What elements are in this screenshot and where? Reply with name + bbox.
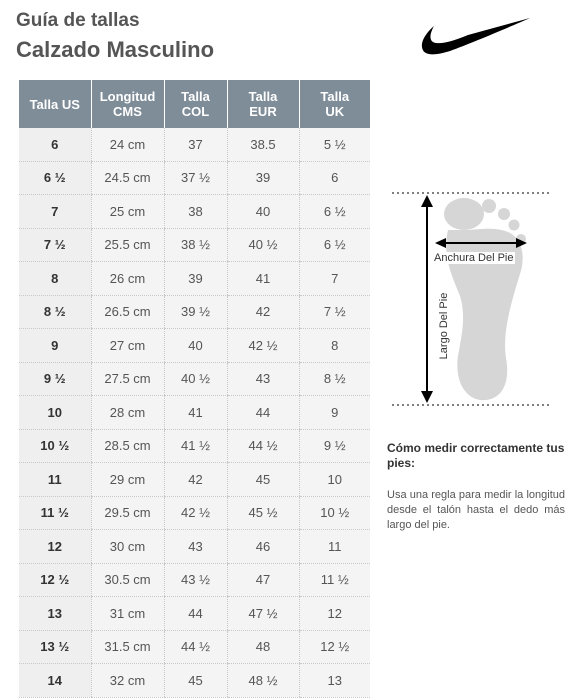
table-row [19, 295, 370, 329]
table-cell: 12 [19, 530, 91, 564]
table-row [19, 496, 370, 530]
column-header-label: Talla US [29, 96, 80, 112]
table-row [19, 530, 370, 564]
column-header-label: Talla [181, 89, 210, 104]
table-cell: 41 [164, 396, 227, 430]
table-cell: 31 cm [91, 597, 164, 631]
table-cell: 40 ½ [227, 228, 299, 262]
table-row [19, 396, 370, 430]
table-cell: 13 [299, 664, 370, 698]
table-cell: 42 ½ [164, 496, 227, 530]
table-cell: 12 ½ [299, 630, 370, 664]
table-cell: 27.5 cm [91, 362, 164, 396]
table-cell: 39 ½ [164, 295, 227, 329]
table-cell: 48 [227, 630, 299, 664]
table-cell: 12 [299, 597, 370, 631]
table-cell: 8 [19, 262, 91, 296]
table-cell: 39 [227, 161, 299, 195]
table-cell: 10 [19, 396, 91, 430]
table-cell: 32 cm [91, 664, 164, 698]
table-cell: 29.5 cm [91, 496, 164, 530]
column-header [164, 80, 227, 128]
table-cell: 7 ½ [19, 228, 91, 262]
table-row [19, 630, 370, 664]
column-header-label: UK [325, 104, 345, 119]
table-cell: 7 ½ [299, 295, 370, 329]
table-cell: 45 ½ [227, 496, 299, 530]
foot-length-label: Largo Del Pie [438, 292, 450, 360]
table-cell: 7 [19, 195, 91, 229]
table-cell: 10 [299, 463, 370, 497]
table-cell: 11 [19, 463, 91, 497]
table-cell: 41 [227, 262, 299, 296]
table-cell: 13 [19, 597, 91, 631]
table-cell: 11 ½ [299, 563, 370, 597]
table-cell: 26 cm [91, 262, 164, 296]
table-cell: 44 ½ [164, 630, 227, 664]
table-cell: 24 cm [91, 128, 164, 161]
table-cell: 10 ½ [19, 429, 91, 463]
table-cell: 29 cm [91, 463, 164, 497]
foot-diagram [390, 188, 552, 414]
table-cell: 6 ½ [299, 195, 370, 229]
table-cell: 46 [227, 530, 299, 564]
table-cell: 44 ½ [227, 429, 299, 463]
table-cell: 42 ½ [227, 329, 299, 363]
table-cell: 7 [299, 262, 370, 296]
table-cell: 37 [164, 128, 227, 161]
column-header-label: Talla [248, 89, 278, 104]
table-row [19, 195, 370, 229]
column-header-label: CMS [113, 104, 142, 119]
table-cell: 39 [164, 262, 227, 296]
size-table [19, 80, 370, 698]
table-row [19, 597, 370, 631]
table-row [19, 362, 370, 396]
table-cell: 43 ½ [164, 563, 227, 597]
table-row [19, 228, 370, 262]
column-header-label: Talla [320, 89, 350, 104]
table-row [19, 664, 370, 698]
table-cell: 30 cm [91, 530, 164, 564]
table-cell: 13 ½ [19, 630, 91, 664]
table-cell: 6 [299, 161, 370, 195]
table-cell: 8 ½ [19, 295, 91, 329]
foot-width-label: Anchura Del Pie [434, 252, 514, 264]
table-cell: 5 ½ [299, 128, 370, 161]
table-cell: 31.5 cm [91, 630, 164, 664]
column-header [91, 80, 164, 128]
foot-icon [444, 198, 526, 400]
table-cell: 26.5 cm [91, 295, 164, 329]
table-cell: 38.5 [227, 128, 299, 161]
table-cell: 44 [227, 396, 299, 430]
length-arrow [421, 195, 433, 403]
table-cell: 47 ½ [227, 597, 299, 631]
table-cell: 10 ½ [299, 496, 370, 530]
table-cell: 45 [164, 664, 227, 698]
table-cell: 40 [164, 329, 227, 363]
measure-instructions-title: Cómo medir correctamente tus pies: [387, 441, 565, 470]
table-cell: 43 [227, 362, 299, 396]
table-cell: 24.5 cm [91, 161, 164, 195]
table-row [19, 463, 370, 497]
table-cell: 42 [227, 295, 299, 329]
table-cell: 12 ½ [19, 563, 91, 597]
table-cell: 40 ½ [164, 362, 227, 396]
table-cell: 42 [164, 463, 227, 497]
table-cell: 9 [299, 396, 370, 430]
table-cell: 9 [19, 329, 91, 363]
table-cell: 11 ½ [19, 496, 91, 530]
table-cell: 8 ½ [299, 362, 370, 396]
table-cell: 8 [299, 329, 370, 363]
table-row [19, 429, 370, 463]
page-title-line-1: Guía de tallas [16, 10, 140, 31]
table-cell: 25 cm [91, 195, 164, 229]
table-body [19, 128, 370, 697]
table-cell: 44 [164, 597, 227, 631]
table-cell: 37 ½ [164, 161, 227, 195]
table-cell: 48 ½ [227, 664, 299, 698]
table-cell: 9 ½ [19, 362, 91, 396]
column-header-label: Longitud [99, 89, 156, 104]
table-cell: 47 [227, 563, 299, 597]
measure-instructions-text: Usa una regla para medir la longitud desde el talón hasta el dedo más largo del pie. [387, 489, 565, 531]
table-cell: 45 [227, 463, 299, 497]
table-cell: 41 ½ [164, 429, 227, 463]
table-header-row [19, 80, 370, 128]
table-cell: 28 cm [91, 396, 164, 430]
table-row [19, 128, 370, 161]
table-row [19, 262, 370, 296]
table-cell: 14 [19, 664, 91, 698]
table-row [19, 329, 370, 363]
table-cell: 25.5 cm [91, 228, 164, 262]
table-cell: 6 [19, 128, 91, 161]
column-header [19, 80, 91, 128]
column-header-label: EUR [249, 104, 277, 119]
column-header-label: COL [181, 104, 210, 119]
table-cell: 11 [299, 530, 370, 564]
column-header [227, 80, 299, 128]
table-row [19, 563, 370, 597]
column-header [299, 80, 370, 128]
table-cell: 30.5 cm [91, 563, 164, 597]
table-cell: 43 [164, 530, 227, 564]
table-cell: 28.5 cm [91, 429, 164, 463]
table-cell: 9 ½ [299, 429, 370, 463]
table-cell: 40 [227, 195, 299, 229]
table-cell: 27 cm [91, 329, 164, 363]
page-title-line-2: Calzado Masculino [16, 37, 215, 62]
table-cell: 38 ½ [164, 228, 227, 262]
table-cell: 6 ½ [19, 161, 91, 195]
table-cell: 38 [164, 195, 227, 229]
table-cell: 6 ½ [299, 228, 370, 262]
nike-swoosh-icon [420, 16, 532, 60]
table-row [19, 161, 370, 195]
